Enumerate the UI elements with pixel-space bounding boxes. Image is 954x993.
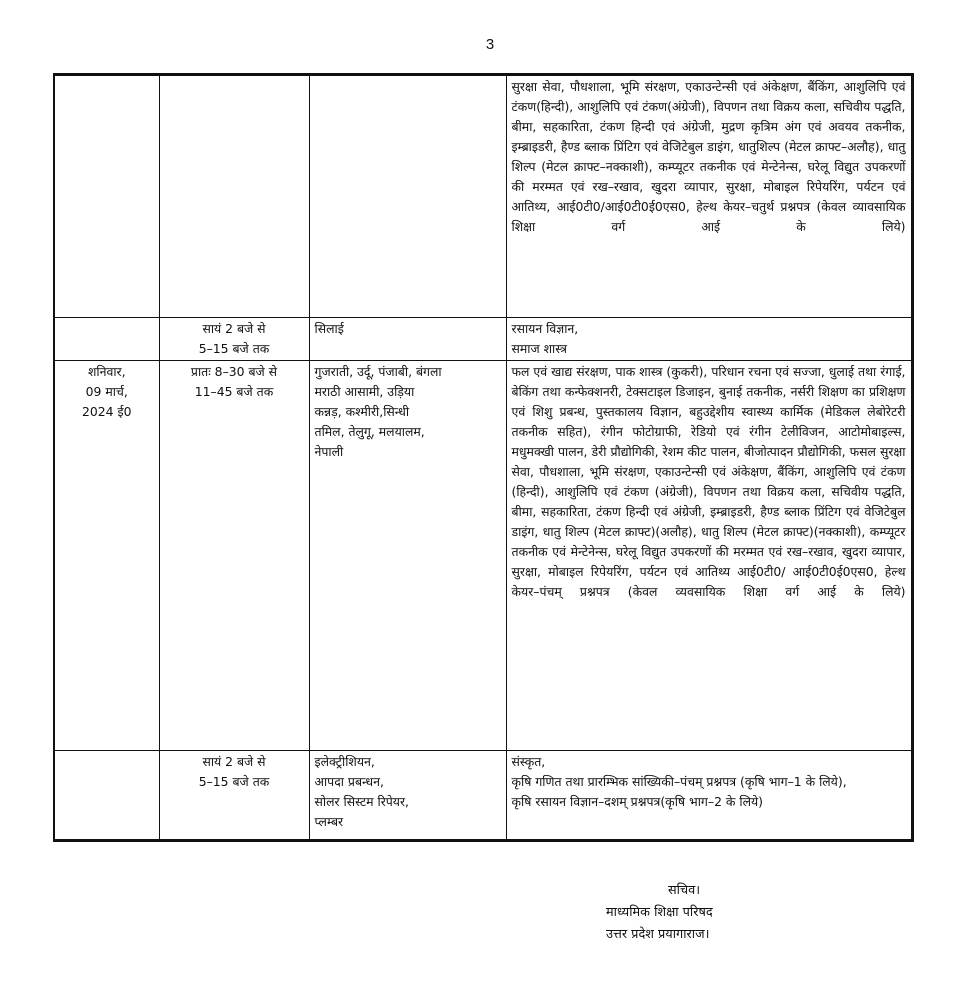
time-end: 5–15 बजे तक bbox=[198, 341, 270, 356]
subject-item: कन्नड़, कश्मीरी,सिन्धी bbox=[314, 404, 410, 419]
exam-schedule-table bbox=[53, 73, 914, 842]
table-row bbox=[54, 361, 912, 751]
page-number: 3 bbox=[485, 36, 495, 53]
table-row bbox=[54, 318, 912, 361]
exam-date: 09 मार्च, bbox=[85, 384, 128, 399]
time-cell bbox=[159, 361, 309, 751]
time-start: सायं 2 बजे से bbox=[202, 321, 266, 336]
vocational-subjects-cell bbox=[506, 318, 912, 361]
subject-item: तमिल, तेलुगू, मलयालम, bbox=[314, 424, 425, 439]
signatory-title: सचिव। bbox=[668, 883, 701, 898]
time-start: प्रातः 8–30 बजे से bbox=[190, 364, 278, 379]
signature-block bbox=[606, 880, 713, 946]
subject-item: रसायन विज्ञान, bbox=[511, 321, 579, 336]
exam-day: शनिवार, bbox=[87, 364, 126, 379]
signatory-location: उत्तर प्रदेश प्रयागाराज। bbox=[606, 927, 710, 942]
subject-item: कृषि गणित तथा प्रारम्भिक सांख्यिकी–पंचम् प्रश्नपत्र (कृषि भाग–1 के लिये), bbox=[511, 774, 847, 789]
date-cell bbox=[54, 361, 159, 751]
subject-item: मराठी आसामी, उड़िया bbox=[314, 384, 415, 399]
table-row bbox=[54, 751, 912, 841]
vocational-subjects-cell bbox=[506, 75, 912, 318]
subjects-cell bbox=[309, 361, 506, 751]
table-row bbox=[54, 75, 912, 318]
subject-item: कृषि रसायन विज्ञान–दशम् प्रश्नपत्र(कृषि भाग–2 के लिये) bbox=[511, 794, 764, 809]
subject-item: नेपाली bbox=[314, 444, 344, 459]
subject-item: गुजराती, उर्दू, पंजाबी, बंगला bbox=[314, 364, 442, 379]
time-cell bbox=[159, 75, 309, 318]
subjects-cell bbox=[309, 75, 506, 318]
subject-item: आपदा प्रबन्धन, bbox=[314, 774, 384, 789]
time-cell bbox=[159, 318, 309, 361]
subject-item: सोलर सिस्टम रिपेयर, bbox=[314, 794, 409, 809]
exam-year: 2024 ई0 bbox=[82, 404, 132, 419]
subject-item: इलेक्ट्रीशियन, bbox=[314, 754, 375, 769]
time-start: सायं 2 बजे से bbox=[202, 754, 266, 769]
vocational-subjects-text: सुरक्षा सेवा, पौधशाला, भूमि संरक्षण, एकाउन्टेन्सी एवं अंकेक्षण, बैंकिंग, आशुलिपि एवं टंकण(हिन्दी), आशुलिपि एवं टंकण(अंग्रेजी), विपणन तथा विक्रय कला, सचिवीय पद्धति, बीमा, सहकारिता, टंकण हिन्दी एवं अंग्रेजी, मुद्रण कृत्रिम अंग एवं अवयव तकनीक, इम्ब्राइडरी, हैण्ड ब्लाक प्रिंटिग एवं वेजिटेबुल डाइंग, धातुशिल्प (मेटल क्राफ्ट–अलौह), धातु शिल्प (मेटल क्राफ्ट–नक्काशी), कम्प्यूटर तकनीक एवं मेन्टेनेन्स, घरेलू विद्युत उपकरणों की मरम्मत एवं रख–रखाव, खुदरा व्यापार, सुरक्षा, मोबाइल रिपेयरिंग, पर्यटन एवं आतिथ्य, आई0टी0/आई0टी0ई0एस0, हेल्थ केयर–चतुर्थ प्रश्नपत्र (केवल व्यावसायिक शिक्षा वर्ग आई के लिये) bbox=[511, 79, 906, 234]
signatory-office: माध्यमिक शिक्षा परिषद bbox=[606, 905, 713, 920]
subjects-cell bbox=[309, 751, 506, 841]
subject-item: समाज शास्त्र bbox=[511, 341, 567, 356]
vocational-subjects-cell bbox=[506, 751, 912, 841]
subjects-cell bbox=[309, 318, 506, 361]
date-cell bbox=[54, 751, 159, 841]
vocational-subjects-text: फल एवं खाद्य संरक्षण, पाक शास्त्र (कुकरी), परिधान रचना एवं सज्जा, धुलाई तथा रंगाई, बेकिंग तथा कन्फेक्शनरी, टेक्सटाइल डिजाइन, बुनाई तकनीक, नर्सरी शिक्षण का प्रशिक्षण एवं शिशु प्रबन्ध, पुस्तकालय विज्ञान, बहुउद्देशीय स्वास्थ्य कार्मिक (मेडिकल लेबोरेटरी तकनीक सहित), रंगीन फोटोग्राफी, रेडियो एवं रंगीन टेलीविजन, आटोमोबाइल्स, मधुमक्खी पालन, डेरी प्रौद्योगिकी, रेशम कीट पालन, बीजोत्पादन प्रौद्योगिकी, फसल सुरक्षा सेवा, पौधशाला, भूमि संरक्षण, एकाउन्टेन्सी एवं अंकेक्षण, बैंकिंग, आशुलिपि एवं टंकण (हिन्दी), आशुलिपि एवं टंकण (अंग्रेजी), विपणन तथा विक्रय कला, सचिवीय पद्धति, बीमा, सहकारिता, टंकण हिन्दी एवं अंग्रेजी, इम्ब्राइडरी, हैण्ड ब्लाक प्रिंटिग एवं वेजिटेबुल डाइंग, धातु शिल्प (मेटल क्राफ्ट)(अलौह), धातु शिल्प (मेटल क्राफ्ट)(नक्काशी), कम्प्यूटर तकनीक एवं मेन्टेनेन्स, घरेलू विद्युत उपकरणों की मरम्मत एवं रख–रखाव, खुदरा व्यापार, सुरक्षा, मोबाइल रिपेयरिंग, पर्यटन एवं आतिथ्य आई0टी0/ आई0टी0ई0एस0, हेल्थ केयर–पंचम् प्रश्नपत्र (केवल व्यवसायिक शिक्षा वर्ग आई के लिये) bbox=[511, 364, 906, 599]
date-cell bbox=[54, 318, 159, 361]
time-end: 11–45 बजे तक bbox=[194, 384, 274, 399]
subject-item: प्लम्बर bbox=[314, 814, 344, 829]
vocational-subjects-cell bbox=[506, 361, 912, 751]
time-cell bbox=[159, 751, 309, 841]
subject-item: संस्कृत, bbox=[511, 754, 546, 769]
date-cell bbox=[54, 75, 159, 318]
time-end: 5–15 बजे तक bbox=[198, 774, 270, 789]
subject-item: सिलाई bbox=[314, 321, 344, 336]
